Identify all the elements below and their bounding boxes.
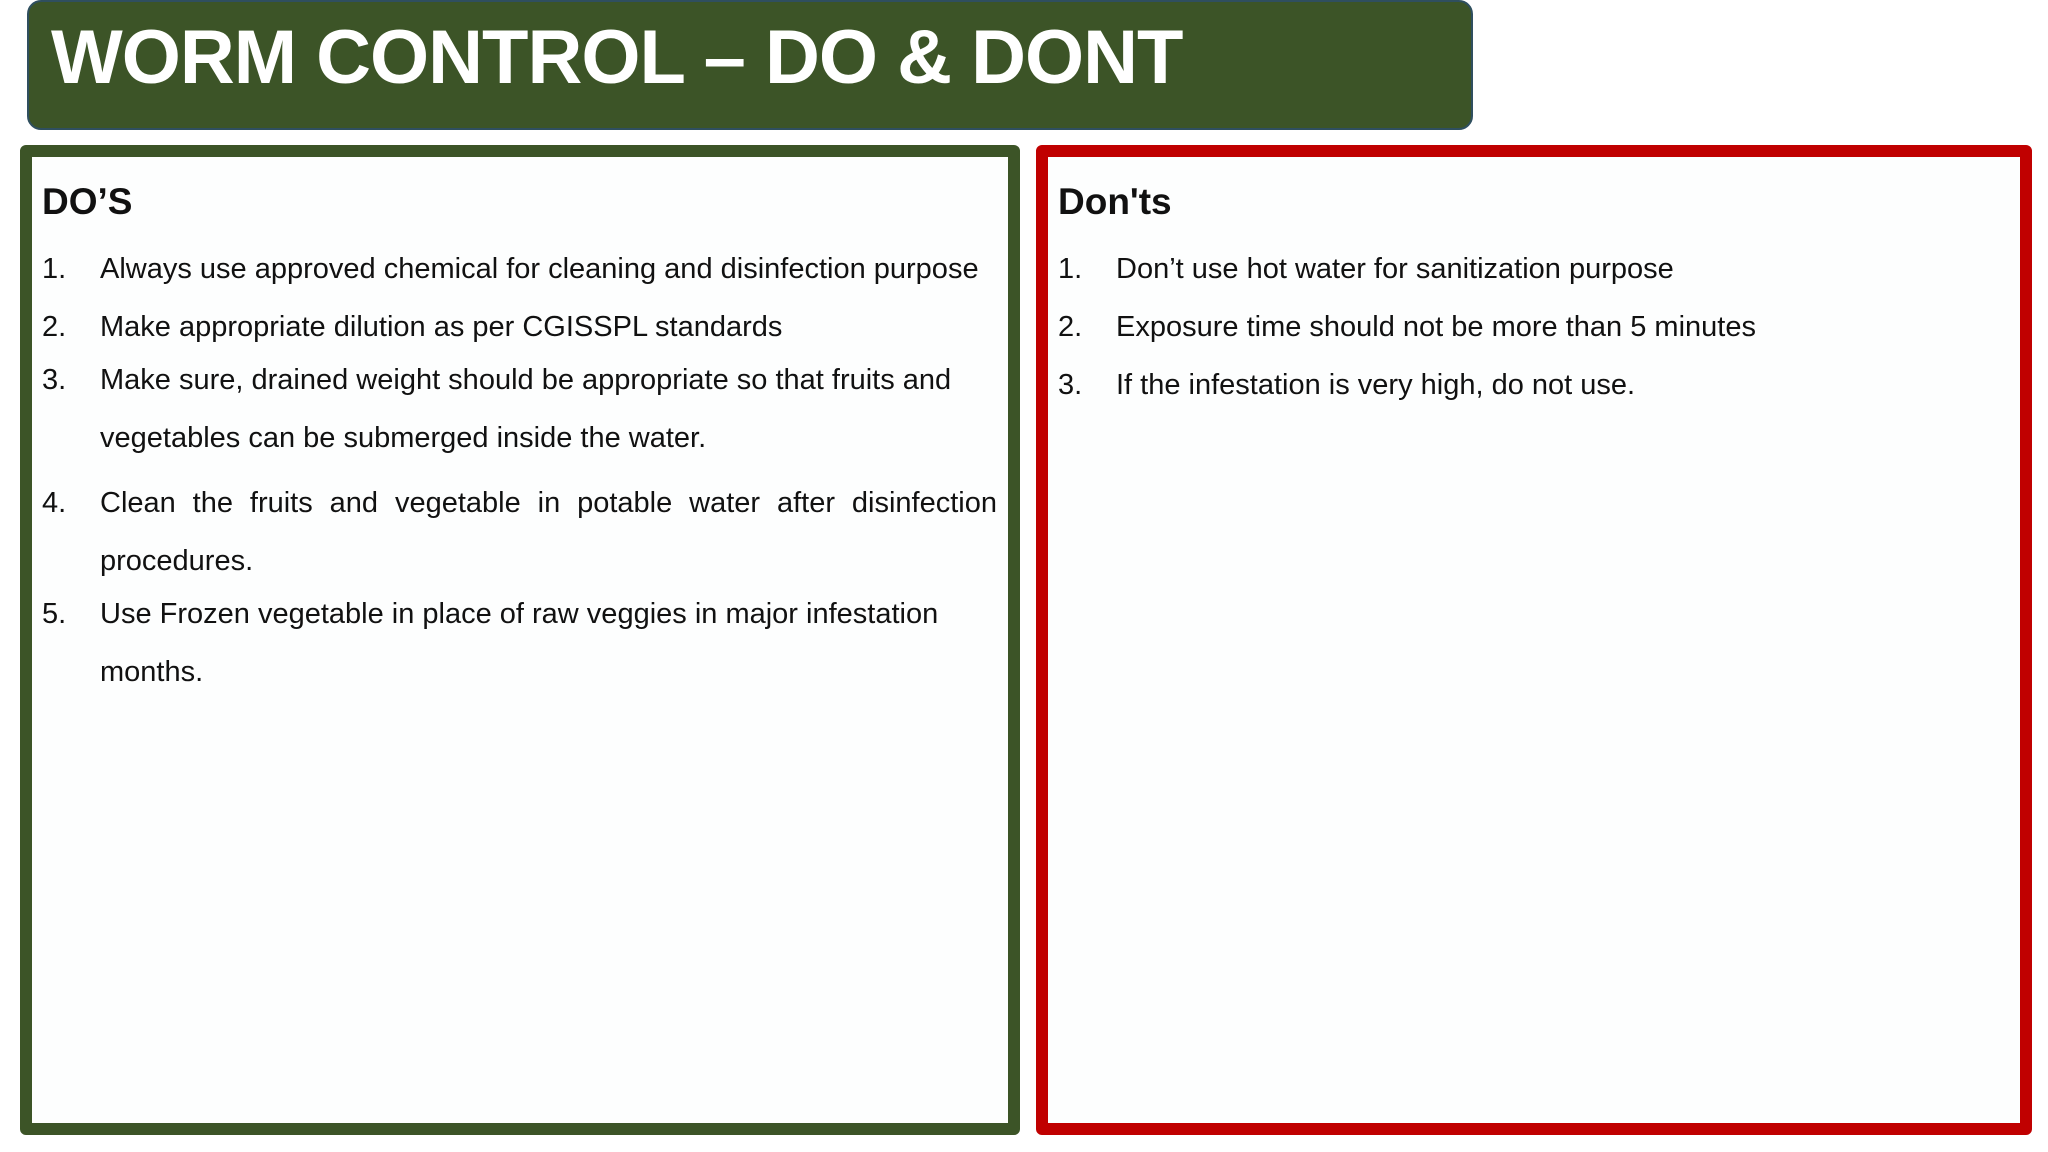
dos-list-item [42,585,997,701]
donts-item-number: 2. [1058,311,1083,343]
donts-item-text: Exposure time should not be more than 5 minutes [1116,311,1756,343]
dos-list-item [42,474,997,590]
dos-item-number: 3. [42,364,67,396]
dos-item-number: 1. [42,253,67,285]
donts-item-number: 1. [1058,253,1083,285]
dos-item-text: Make appropriate dilution as per CGISSPL standards [100,311,783,343]
dos-item-text: Make sure, drained weight should be appropriate so that fruits and vegetables can be submerged inside the water. [100,364,952,454]
page-title: WORM CONTROL – DO & DONT [51,15,1183,100]
dos-item-text: Always use approved chemical for cleaning and disinfection purpose [100,253,979,285]
donts-item-text: If the infestation is very high, do not use. [1116,369,1636,401]
dos-item-text: Clean the fruits and vegetable in potable water after disinfection procedures. [100,487,997,577]
dos-panel [20,145,1020,1135]
donts-list-item [1058,240,2013,298]
dos-list-item [42,240,997,298]
donts-heading: Don'ts [1058,181,1172,222]
dos-heading: DO’S [42,181,133,222]
dos-item-number: 4. [42,487,67,519]
dos-item-text: Use Frozen vegetable in place of raw veggies in major infestation months. [100,598,939,688]
donts-item-text: Don’t use hot water for sanitization purpose [1116,253,1674,285]
title-banner [27,0,1473,130]
donts-panel [1036,145,2032,1135]
dos-item-number: 2. [42,311,67,343]
donts-list-item [1058,298,2013,356]
donts-list-item [1058,356,2013,414]
donts-item-number: 3. [1058,369,1083,401]
dos-list-item [42,298,997,356]
dos-list-item [42,351,997,467]
dos-item-number: 5. [42,598,67,630]
